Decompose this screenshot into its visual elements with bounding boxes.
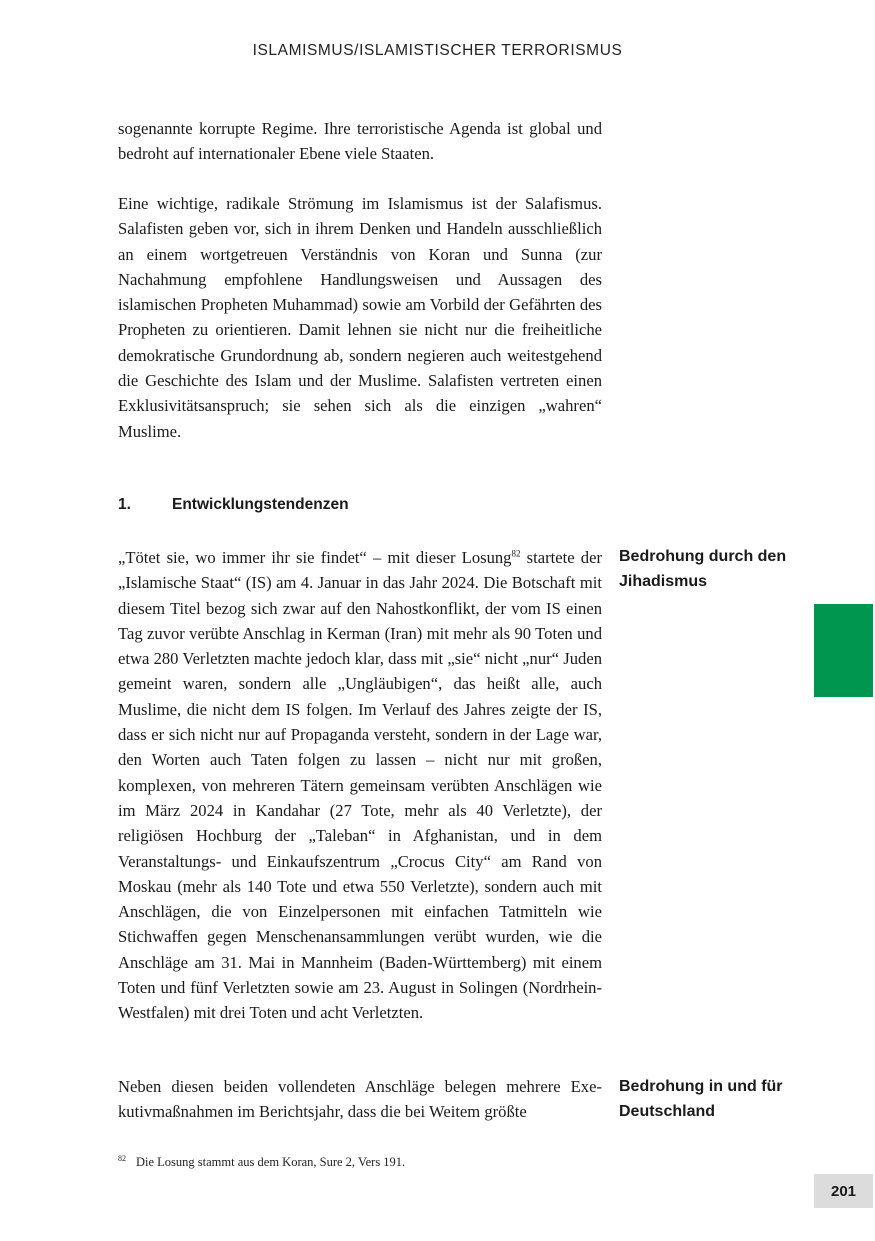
paragraph-intro-end: [118, 116, 602, 167]
margin-note-germany: Bedrohung in und für Deutschland: [619, 1078, 783, 1120]
paragraph-threat-germany: [118, 1074, 602, 1125]
paragraph-text: sogenannte korrupte Regime. Ihre terroristische Agenda ist global und bedroht auf internationaler Ebene viele Staaten.: [118, 119, 602, 164]
running-title: ISLAMISMUS/ISLAMISTISCHER TERRORISMUS: [252, 42, 623, 59]
margin-note-jihadism: Bedrohung durch den Jihadismus: [619, 548, 787, 590]
paragraph-salafism: [118, 191, 602, 444]
running-header: [0, 42, 875, 60]
paragraph-text-part2: startete der „Islamische Staat“ (IS) am 4. Januar in das Jahr 2024. Die Botschaft mit diesem Titel bezog sich zwar auf den Nahostkonflikt, der vom IS einen Tag zuvor verübte Anschlag in Kerman (Iran) mit mehr als 90 Toten und etwa 280 Verletzten machte jedoch klar, dass mit „sie“ nicht „nur“ Juden gemeint waren, sondern alle „Ungläubigen“, das heißt alle, auch Muslime, die nicht dem IS folgen. Im Verlauf des Jahres zeigte der IS, dass er sich nicht nur auf Propaganda versteht, sondern in der Lage war, den Worten auch Taten folgen zu lassen – nicht nur mit großen, komplexen, von mehreren Tätern gemeinsam verübten Anschlägen wie im März 2024 in Kandahar (27 Tote, mehr als 40 Verletzte), der religiösen Hochburg der „Taleban“ in Afghanistan, und in dem Veranstaltungs- und Einkaufszentrum „Crocus City“ am Rand von Moskau (mehr als 140 Tote und etwa 550 Verletzte), sondern auch mit Anschlägen, die von Einzelpersonen mit einfachen Tatmitteln wie Stichwaffen gegen Menschenansammlungen verübt wurden, wie die Anschläge am 31. Mai in Mannheim (Baden-Württemberg) mit einem Toten und fünf Verletzten sowie am 23. August in Solingen (Nordrhein-Westfalen) mit drei Toten und acht Verletzten.: [118, 548, 602, 1023]
paragraph-text-part1: „Tötet sie, wo immer ihr sie findet“ – mit dieser Losung: [118, 548, 512, 567]
paragraph-developments: [118, 545, 602, 1026]
footnote-mark: 82: [118, 1154, 126, 1163]
footnote-text: Die Losung stammt aus dem Koran, Sure 2, Vers 191.: [136, 1155, 406, 1170]
page-number-box: [814, 1174, 873, 1208]
footnote-reference: 82: [511, 548, 521, 559]
paragraph-text: Eine wichtige, radikale Strömung im Islamismus ist der Salafismus. Salafisten geben vor, sich in ihrem Denken und Handeln ausschließlich an einem wortgetreuen Verständnis von Koran und Sunna (zur Nachahmung empfohlene Handlungsweisen und Aussagen des islamischen Propheten Muhammad) sowie am Vorbild der Gefährten des Propheten zu orientieren. Damit lehnen sie nicht nur die freiheitliche demokratische Grundordnung ab, sondern negieren auch weitestgehend die Geschichte des Islam und der Muslime. Salafisten vertreten einen Exklusivitätsanspruch; sie sehen sich als die einzigen „wahren“ Muslime.: [118, 194, 602, 441]
page-number: 201: [830, 1182, 857, 1200]
footnote: [118, 1154, 405, 1170]
paragraph-text: [118, 545, 602, 1026]
chapter-color-tab: [814, 604, 873, 697]
section-heading: [118, 496, 349, 514]
section-number: 1.: [118, 496, 131, 513]
section-title: Entwicklungstendenzen: [172, 496, 349, 513]
paragraph-text: Neben diesen beiden vollendeten Anschläge belegen mehrere Exekutivmaßnahmen im Berichtsjahr, dass die bei Weitem größte: [118, 1077, 602, 1122]
